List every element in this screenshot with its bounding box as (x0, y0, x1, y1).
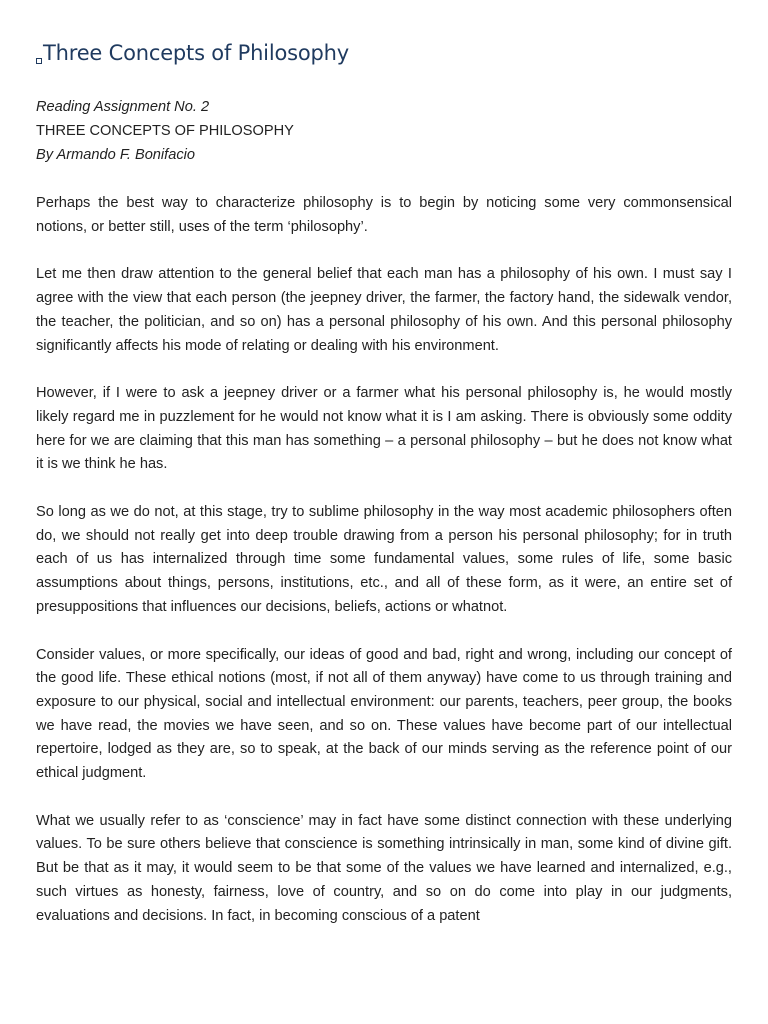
paragraph-4: So long as we do not, at this stage, try to sublime philosophy in the way most academic philosophers often do, we should not really get into deep trouble drawing from a person his personal philosophy; for in truth each of us has internalized through time some fundamental values, some rules of life, some basic assumptions about things, persons, institutions, etc., and all of these form, as it were, an entire set of presuppositions that influences our decisions, beliefs, actions or whatnot. (36, 504, 732, 615)
paragraph-3: However, if I were to ask a jeepney driver or a farmer what his personal philosophy is, he would mostly likely regard me in puzzlement for he would not know what it is I am asking. There is obviously some oddity here for we are claiming that this man has something – a personal philosophy – but he does not know what it is we think he has. (36, 385, 732, 473)
paragraph-5: Consider values, or more specifically, our ideas of good and bad, right and wrong, including our concept of the good life. These ethical notions (most, if not all of them anyway) have come to us through training and exposure to our physical, social and intellectual environment: our parents, teachers, peer group, the books we have read, the movies we have seen, and so on. These values have become part of our intellectual repertoire, lodged as they are, so to speak, at the back of our minds serving as the reference point of our ethical judgment. (36, 646, 732, 782)
document-meta (36, 95, 732, 167)
assignment-label: Reading Assignment No. 2 (36, 99, 210, 115)
title-row (36, 38, 732, 68)
paragraph-2: Let me then draw attention to the general belief that each man has a philosophy of his own. I must say I agree with the view that each person (the jeepney driver, the farmer, the factory hand, the sidewalk vendor, the teacher, the politician, and so on) has a personal philosophy of his own. And this personal philosophy significantly affects his mode of relating or dealing with his environment. (36, 266, 732, 354)
document-page (36, 0, 732, 928)
paragraph-6: What we usually refer to as ‘conscience’ may in fact have some distinct connection with these underlying values. To be sure others believe that conscience is something intrinsically in man, some kind of divine gift. But be that as it may, it would seem to be that some of the values we have learned and internalized, e.g., such virtues as honesty, fairness, love of country, and so on do come into play in our judgments, evaluations and decisions. In fact, in becoming conscious of a patent (36, 812, 732, 924)
author-byline: By Armando F. Bonifacio (36, 147, 195, 163)
page-title: Three Concepts of Philosophy (43, 41, 349, 65)
bullet-marker-icon (36, 58, 42, 64)
document-body (36, 192, 732, 928)
document-heading: THREE CONCEPTS OF PHILOSOPHY (36, 123, 294, 139)
paragraph-1: Perhaps the best way to characterize philosophy is to begin by noticing some very commonsensical notions, or better still, uses of the term ‘philosophy’. (36, 195, 732, 235)
